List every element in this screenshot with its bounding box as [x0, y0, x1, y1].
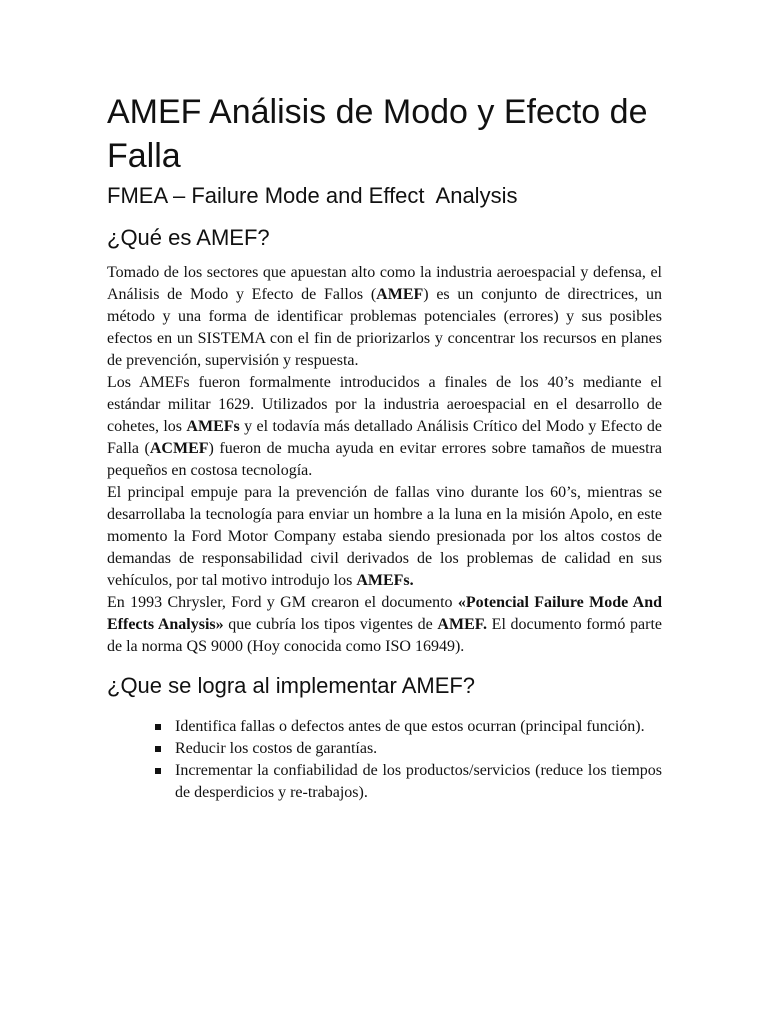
- square-bullet-icon: [155, 768, 161, 774]
- paragraph-2-text-b: y el todavía más detallado Análisis Crítico del Modo y Efecto de Falla (: [107, 418, 662, 457]
- section-body-que-es-amef: [107, 262, 662, 658]
- list-item-text: Reducir los costos de garantías.: [175, 740, 378, 757]
- list-item: [153, 738, 662, 760]
- paragraph-4-text-a: En 1993 Chrysler, Ford y GM crearon el documento: [107, 594, 458, 611]
- page-content: [107, 90, 662, 804]
- paragraph-1-text-a: Tomado de los sectores que apuestan alto como la industria aeroespacial y defensa, el Análisis de Modo y Efecto de Fallos (: [107, 264, 662, 303]
- paragraph-4-bold-document-name: «Potencial Failure Mode And Effects Analysis»: [107, 594, 663, 633]
- section-heading-que-es-amef: ¿Qué es AMEF?: [107, 225, 270, 250]
- paragraph-1: [107, 262, 662, 372]
- paragraph-4-bold-amef: AMEF.: [437, 616, 488, 633]
- square-bullet-icon: [155, 724, 161, 730]
- paragraph-1-bold-amef: AMEF: [376, 286, 424, 303]
- paragraph-2-bold-acmef: ACMEF: [149, 440, 209, 457]
- section-heading-que-se-logra: ¿Que se logra al implementar AMEF?: [107, 673, 476, 698]
- list-item-text: Identifica fallas o defectos antes de que estos ocurran (principal función).: [175, 718, 645, 735]
- paragraph-2-bold-amefs: AMEFs: [186, 418, 240, 435]
- square-bullet-icon: [155, 746, 161, 752]
- paragraph-4: [107, 592, 662, 658]
- paragraph-1-text-b: ) es un conjunto de directrices, un método y una forma de identificar problemas potenciales (errores) y sus posibles efectos en un SISTEMA con el fin de priorizarlos y concentrar los recursos en planes de prevención, supervisión y respuesta.: [107, 286, 662, 369]
- paragraph-3: [107, 482, 662, 592]
- paragraph-2-text-a: Los AMEFs fueron formalmente introducidos a finales de los 40’s mediante el estándar militar 1629. Utilizados por la industria aeroespacial en el desarrollo de cohetes, los: [107, 374, 662, 435]
- paragraph-3-text-a: El principal empuje para la prevención de fallas vino durante los 60’s, mientras se desarrollaba la tecnología para enviar un hombre a la luna en la misión Apolo, en este momento la Ford Motor Company estaba siendo presionada por los altos costos de demandas de responsabilidad civil derivados de los problemas de calidad en sus vehículos, por tal motivo introdujo los: [107, 484, 662, 589]
- document-title: AMEF Análisis de Modo y Efecto de Falla: [107, 93, 648, 175]
- paragraph-3-bold-amefs: AMEFs.: [356, 572, 414, 589]
- paragraph-2: [107, 372, 662, 482]
- list-item: [153, 716, 662, 738]
- benefits-list: [107, 716, 662, 804]
- paragraph-2-text-c: ) fueron de mucha ayuda en evitar errores sobre tamaños de muestra pequeños en costosa tecnología.: [107, 440, 663, 479]
- paragraph-4-text-c: El documento formó parte de la norma QS 9000 (Hoy conocida como ISO 16949).: [107, 616, 662, 655]
- document-subtitle: FMEA – Failure Mode and Effect Analysis: [107, 183, 518, 208]
- list-item: [153, 760, 662, 804]
- list-item-text: Incrementar la confiabilidad de los productos/servicios (reduce los tiempos de desperdicios y re-trabajos).: [175, 762, 662, 801]
- paragraph-4-text-b: que cubría los tipos vigentes de: [223, 616, 438, 633]
